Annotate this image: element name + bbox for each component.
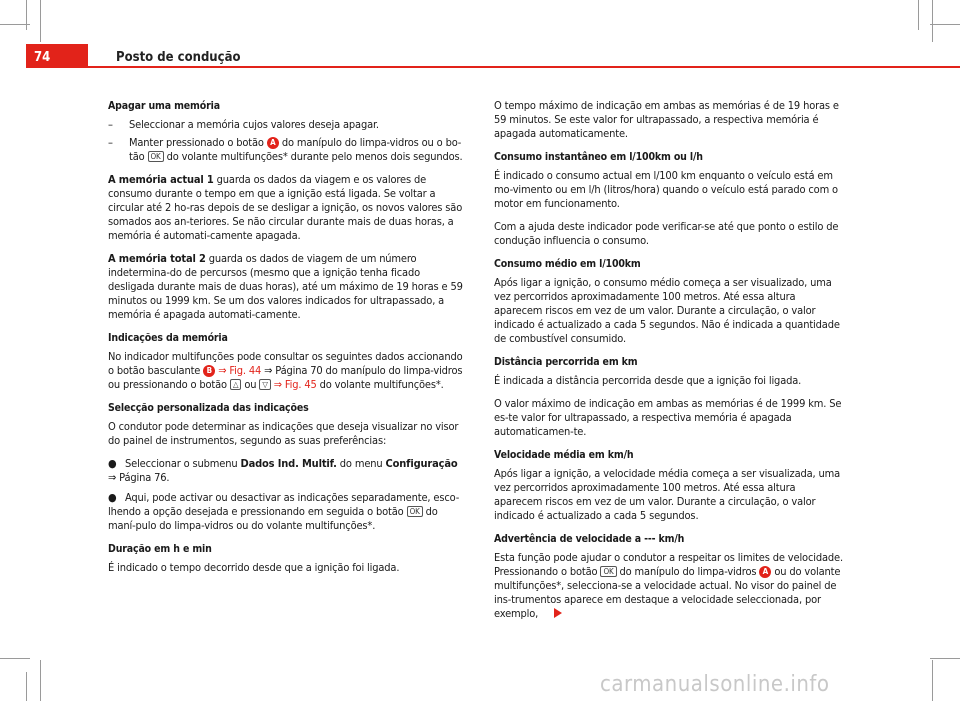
crop-mark — [26, 0, 27, 30]
figure-ref-45[interactable]: ⇒ Fig. 45 — [273, 378, 317, 391]
velocidade-media-paragraph: Após ligar a ignição, a velocidade média começa a ser visualizada, uma vez percorridos aproximadamente 100 metros. Até essa altura aparecem riscos em vez de um valor. Durante a circulação, o valor indicado é actualizado a cada 5 segundos. — [494, 467, 841, 522]
heading-distancia: Distância percorrida em km — [494, 356, 638, 368]
left-column — [108, 99, 464, 584]
marker-a: A — [267, 137, 279, 149]
page-header — [26, 44, 960, 68]
step-hold-button: – Manter pressionado o botão A do manípulo do limpa-vidros ou o bo-tão OK do volante multifunções* durante pelo menos dois segundos. — [108, 136, 464, 164]
ok-key: OK — [600, 566, 616, 577]
bullet-icon: ● — [108, 457, 117, 470]
crop-mark — [26, 672, 27, 701]
consumo-instantaneo-paragraph: É indicado o consumo actual em l/100 km enquanto o veículo está em mo-vimento ou em l/h (litros/hora) quando o veículo está parado com o motor em funcionamento. — [494, 169, 838, 210]
heading-consumo-instantaneo: Consumo instantâneo em l/100km ou l/h — [494, 151, 703, 163]
down-key: ▽ — [259, 379, 270, 390]
heading-duracao: Duração em h e min — [108, 543, 212, 555]
up-key: △ — [230, 379, 241, 390]
watermark: carmanualsonline.info — [600, 672, 830, 697]
bullet-submenu: ● Seleccionar o submenu Dados Ind. Multif. do menu Configuração ⇒ Página 76. — [108, 457, 458, 484]
right-column — [494, 99, 846, 630]
ok-key: OK — [407, 506, 423, 517]
heading-apagar-memoria: Apagar uma memória — [108, 100, 220, 112]
estilo-conducao-paragraph: Com a ajuda deste indicador pode verificar-se até que ponto o estilo de condução influencia o consumo. — [494, 220, 839, 247]
continue-arrow-icon — [554, 608, 562, 618]
crop-mark — [918, 0, 919, 30]
heading-indicacoes: Indicações da memória — [108, 332, 228, 344]
heading-seleccao: Selecção personalizada das indicações — [108, 402, 309, 414]
ok-key: OK — [148, 151, 164, 162]
crop-mark — [0, 24, 30, 25]
consumo-medio-paragraph: Após ligar a ignição, o consumo médio começa a ser visualizado, uma vez percorridos aproximadamente 100 metros. Até essa altura aparecem riscos em vez de um valor. Durante a circulação, o valor indicado é actualizado a cada 5 segundos. Não é indicada a quantidade de combustível consumido. — [494, 276, 840, 345]
distancia-max-paragraph: O valor máximo de indicação em ambas as memórias é de 1999 km. Se es-te valor for ultrapassado, a respectiva memória é apagada automaticamen-te. — [494, 397, 842, 438]
marker-a: A — [759, 566, 771, 578]
page-title: Posto de condução — [116, 50, 241, 65]
crop-mark — [932, 0, 933, 42]
heading-advertencia: Advertência de velocidade a --- km/h — [494, 533, 685, 545]
header-rule — [88, 66, 960, 68]
page-number: 74 — [26, 44, 88, 68]
crop-mark — [40, 660, 41, 701]
step-select-memory: – Seleccionar a memória cujos valores deseja apagar. — [108, 118, 464, 132]
duracao-paragraph: É indicado o tempo decorrido desde que a ignição foi ligada. — [108, 561, 400, 574]
indicacoes-paragraph: No indicador multifunções pode consultar os seguintes dados accionando o botão basculante B ⇒ Fig. 44 ⇒ Página 70 do manípulo do limpa-vidros ou pressionando o botão △ ou ▽ ⇒ Fig. 45 do volante multifunções*. — [108, 350, 463, 391]
advertencia-paragraph: Esta função pode ajudar o condutor a respeitar os limites de velocidade. Pressionando o botão OK do manípulo do limpa-vidros A ou do volante multifunções*, selecciona-se a velocidade actual. No visor do painel de ins-trumentos aparece em destaque a velocidade seleccionada, por exemplo, — [494, 551, 843, 620]
distancia-paragraph: É indicada a distância percorrida desde que a ignição foi ligada. — [494, 374, 802, 387]
crop-mark — [40, 0, 41, 42]
marker-b: B — [203, 365, 215, 377]
bullet-icon: ● — [108, 491, 117, 504]
crop-mark — [930, 658, 960, 659]
heading-consumo-medio: Consumo médio em l/100km — [494, 258, 641, 270]
figure-ref-44[interactable]: ⇒ Fig. 44 — [218, 364, 262, 377]
memory-2-paragraph: A memória total 2 guarda os dados de viagem de um número indetermina-do de percursos (mesmo que a ignição tenha ficado desligada durante mais de duas horas), até um máximo de 19 horas e 59 minutos ou 1999 km. Se um dos valores indicados for ultrapassado, a memória é apagada automati-camente. — [108, 252, 463, 321]
crop-mark — [930, 24, 960, 25]
max-time-paragraph: O tempo máximo de indicação em ambas as memórias é de 19 horas e 59 minutos. Se este valor for ultrapassado, a respectiva memória é apagada automaticamente. — [494, 99, 839, 140]
memory-1-paragraph: A memória actual 1 guarda os dados da viagem e os valores de consumo durante o tempo em que a ignição está ligada. Se voltar a circular até 2 ho-ras depois de se desligar a ignição, os novos valores são somados aos an-teriores. Se não circular durante mais de duas horas, a memória é automati-camente apagada. — [108, 173, 463, 242]
crop-mark — [932, 660, 933, 701]
bullet-activate: ● Aqui, pode activar ou desactivar as indicações separadamente, esco-lhendo a opção desejada e pressionando em seguida o botão OK do maní-pulo do limpa-vidros ou do volante multifunções*. — [108, 491, 460, 532]
crop-mark — [0, 658, 30, 659]
heading-velocidade-media: Velocidade média em km/h — [494, 449, 634, 461]
seleccao-paragraph: O condutor pode determinar as indicações que deseja visualizar no visor do painel de instrumentos, segundo as suas preferências: — [108, 420, 459, 447]
